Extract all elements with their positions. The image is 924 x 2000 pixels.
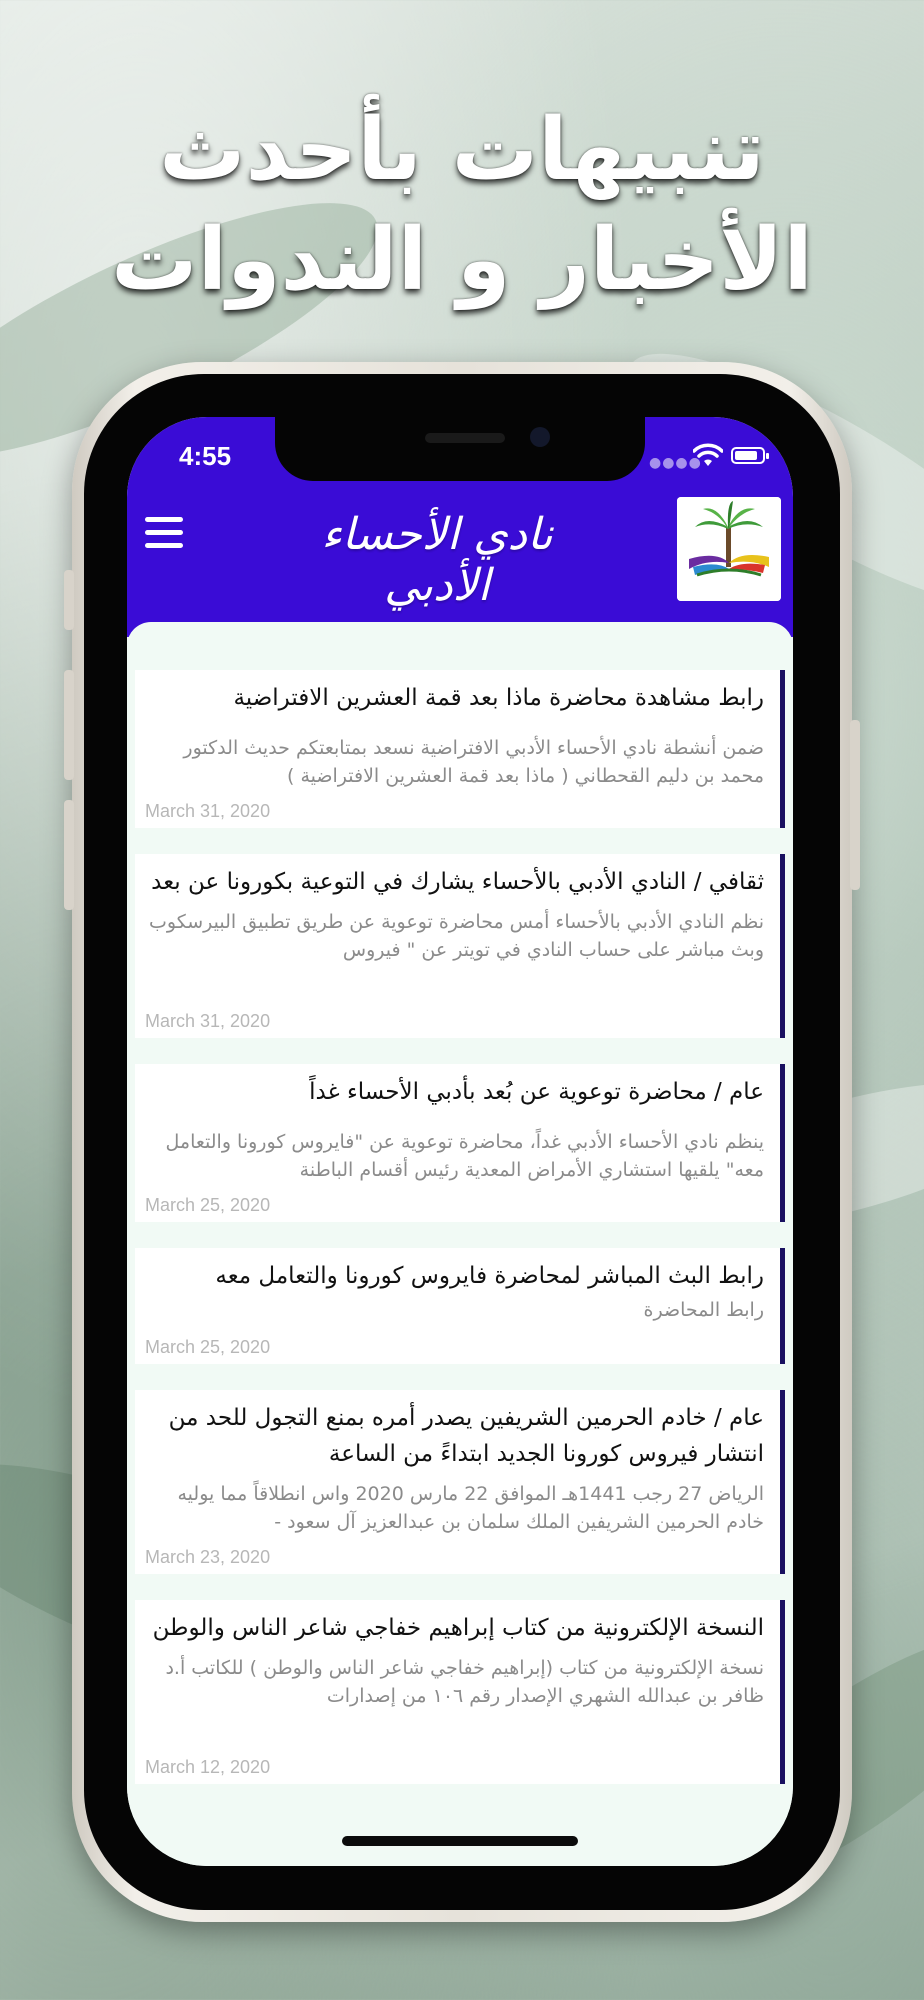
news-excerpt: الرياض 27 رجب 1441هـ الموافق 22 مارس 2020 واس انطلاقاً مما يوليه خادم الحرمين الشريفين الملك سلمان بن عبدالعزيز آل سعود - bbox=[177, 1483, 764, 1533]
promo-headline bbox=[0, 95, 924, 315]
hamburger-menu-icon[interactable] bbox=[145, 517, 185, 553]
news-title: النسخة الإلكترونية من كتاب إبراهيم خفاجي شاعر الناس والوطن bbox=[152, 1615, 764, 1641]
speaker-grille bbox=[425, 433, 505, 443]
app-header bbox=[127, 417, 793, 637]
news-title: رابط مشاهدة محاضرة ماذا بعد قمة العشرين الافتراضية bbox=[233, 685, 764, 711]
news-date: March 12, 2020 bbox=[145, 1757, 271, 1777]
phone-power-button bbox=[850, 720, 860, 890]
news-card[interactable] bbox=[135, 854, 785, 1038]
news-excerpt: رابط المحاضرة bbox=[643, 1299, 764, 1321]
news-title: ثقافي / النادي الأدبي بالأحساء يشارك في التوعية بكورونا عن بعد bbox=[151, 869, 764, 895]
club-logo[interactable] bbox=[677, 497, 781, 601]
news-date: March 31, 2020 bbox=[145, 1011, 271, 1031]
palm-tree-logo-icon bbox=[677, 497, 781, 601]
news-date: March 23, 2020 bbox=[145, 1547, 271, 1567]
news-card[interactable] bbox=[135, 1600, 785, 1784]
phone-notch bbox=[275, 417, 645, 481]
news-card[interactable] bbox=[135, 1248, 785, 1364]
news-title: عام / محاضرة توعوية عن بُعد بأدبي الأحساء غداً bbox=[309, 1079, 764, 1105]
news-excerpt: نظم النادي الأدبي بالأحساء أمس محاضرة توعوية عن طريق تطبيق البيرسكوب وبث مباشر على حساب النادي في تويتر عن " فيروس bbox=[149, 911, 764, 961]
news-title: رابط البث المباشر لمحاضرة فايروس كورونا والتعامل معه bbox=[215, 1263, 764, 1289]
front-camera bbox=[530, 427, 550, 447]
home-indicator[interactable] bbox=[342, 1836, 578, 1846]
news-title: عام / خادم الحرمين الشريفين يصدر أمره بمنع التجول للحد من انتشار فيروس كورونا الجديد ابتداءً من الساعة bbox=[168, 1405, 764, 1467]
news-list bbox=[127, 622, 793, 1866]
news-excerpt: ضمن أنشطة نادي الأحساء الأدبي الافتراضية نسعد بمتابعتكم حديث الدكتور محمد بن دليم القحطاني ( ماذا بعد قمة العشرين الافتراضية ) bbox=[183, 737, 764, 787]
phone-side-button bbox=[64, 570, 74, 630]
news-card[interactable] bbox=[135, 1064, 785, 1222]
status-icons bbox=[649, 441, 769, 473]
news-card[interactable] bbox=[135, 670, 785, 828]
headline-line-2: الأخبار و الندوات bbox=[111, 210, 813, 310]
app-title-calligraphy: نادي الأحساء الأدبي bbox=[321, 509, 553, 611]
news-date: March 25, 2020 bbox=[145, 1195, 271, 1215]
signal-dots-icon: ●●●● bbox=[649, 455, 702, 471]
phone-volume-down bbox=[64, 800, 74, 910]
news-card[interactable] bbox=[135, 1390, 785, 1574]
headline-line-1: تنبيهات بأحدث bbox=[159, 100, 765, 200]
news-date: March 31, 2020 bbox=[145, 801, 271, 821]
status-time: 4:55 bbox=[179, 441, 232, 471]
news-date: March 25, 2020 bbox=[145, 1337, 271, 1357]
news-excerpt: ينظم نادي الأحساء الأدبي غداً، محاضرة توعوية عن "فايروس كورونا والتعامل معه" يلقيها استشاري الأمراض المعدية رئيس أقسام الباطنة bbox=[165, 1131, 764, 1181]
news-excerpt: نسخة الإلكترونية من كتاب (إبراهيم خفاجي شاعر الناس والوطن ) للكاتب أ.د ظافر بن عبدالله الشهري الإصدار رقم ١٠٦ من إصدارات bbox=[165, 1657, 764, 1707]
phone-screen bbox=[127, 417, 793, 1866]
phone-volume-up bbox=[64, 670, 74, 780]
wifi-icon bbox=[693, 443, 723, 469]
battery-icon bbox=[731, 447, 765, 464]
